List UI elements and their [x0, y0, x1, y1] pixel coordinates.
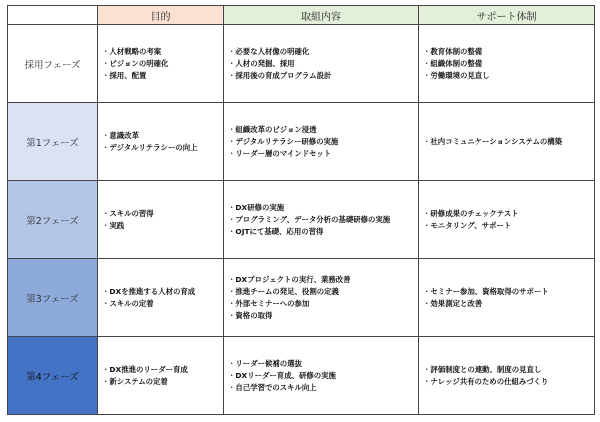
list-item: ・ 必要な人材像の明確化: [228, 46, 418, 58]
list-item: ・ 効果測定と改善: [423, 298, 594, 310]
action-list: [228, 274, 418, 322]
goal-cell: [98, 25, 224, 103]
list-item: ・ プログラミング、データ分析の基礎研修の実施: [228, 214, 418, 226]
action-list: [228, 358, 418, 394]
dx-roadmap-table: [7, 5, 595, 415]
list-item: ・ 社内コミュニケーションシステムの構築: [423, 136, 594, 148]
list-item: ・ 推進チームの発足、役割の定義: [228, 286, 418, 298]
table-row: [8, 337, 595, 415]
list-item: ・ セミナー参加、資格取得のサポート: [423, 286, 594, 298]
goal-cell: [98, 259, 224, 337]
list-item: ・ DX研修の実施: [228, 202, 418, 214]
action-cell: [224, 25, 419, 103]
goal-list: [102, 130, 223, 154]
list-item: ・ DXリーダー育成、研修の実施: [228, 370, 418, 382]
header-support: サポート体制: [419, 6, 595, 25]
list-item: ・ 労働環境の見直し: [423, 70, 594, 82]
list-item: ・ ビジョンの明確化: [102, 58, 223, 70]
phase-name: 第3フェーズ: [8, 259, 98, 337]
list-item: ・ 人材の発掘、採用: [228, 58, 418, 70]
list-item: ・ 評価制度との連動、制度の見直し: [423, 364, 594, 376]
list-item: ・ 自己学習でのスキル向上: [228, 382, 418, 394]
phase-name: 第4フェーズ: [8, 337, 98, 415]
support-cell: [419, 337, 595, 415]
action-cell: [224, 337, 419, 415]
list-item: ・ リーダー層のマインドセット: [228, 148, 418, 160]
support-list: [423, 286, 594, 310]
support-cell: [419, 103, 595, 181]
dx-roadmap-table-wrapper: [7, 5, 594, 415]
goal-cell: [98, 337, 224, 415]
phase-name: 第1フェーズ: [8, 103, 98, 181]
header-goal: 目的: [98, 6, 224, 25]
action-cell: [224, 103, 419, 181]
table-row: [8, 181, 595, 259]
support-list: [423, 136, 594, 148]
list-item: ・ DXプロジェクトの実行、業務改善: [228, 274, 418, 286]
list-item: ・ 外部セミナーへの参加: [228, 298, 418, 310]
action-list: [228, 202, 418, 238]
table-row: [8, 25, 595, 103]
list-item: ・ 新システムの定着: [102, 376, 223, 388]
list-item: ・ 採用、配置: [102, 70, 223, 82]
list-item: ・ 実践: [102, 220, 223, 232]
list-item: ・ 採用後の育成プログラム設計: [228, 70, 418, 82]
phase-name: 採用フェーズ: [8, 25, 98, 103]
list-item: ・ スキルの定着: [102, 298, 223, 310]
table-row: [8, 259, 595, 337]
goal-cell: [98, 181, 224, 259]
header-action: 取組内容: [224, 6, 419, 25]
support-cell: [419, 25, 595, 103]
support-list: [423, 46, 594, 82]
phase-name: 第2フェーズ: [8, 181, 98, 259]
list-item: ・ 組織体制の整備: [423, 58, 594, 70]
list-item: ・ デジタルリテラシーの向上: [102, 142, 223, 154]
action-cell: [224, 181, 419, 259]
list-item: ・ 資格の取得: [228, 310, 418, 322]
support-list: [423, 208, 594, 232]
list-item: ・ ナレッジ共有のための仕組みづくり: [423, 376, 594, 388]
action-list: [228, 124, 418, 160]
list-item: ・ 研修成果のチェックテスト: [423, 208, 594, 220]
goal-list: [102, 208, 223, 232]
table-row: [8, 103, 595, 181]
goal-list: [102, 364, 223, 388]
list-item: ・ リーダー候補の選抜: [228, 358, 418, 370]
table-body: [8, 25, 595, 415]
list-item: ・ DX推進のリーダー育成: [102, 364, 223, 376]
list-item: ・ 教育体制の整備: [423, 46, 594, 58]
action-cell: [224, 259, 419, 337]
header-row: [8, 6, 595, 25]
support-cell: [419, 181, 595, 259]
goal-cell: [98, 103, 224, 181]
list-item: ・ スキルの習得: [102, 208, 223, 220]
list-item: ・ 人材戦略の考案: [102, 46, 223, 58]
support-list: [423, 364, 594, 388]
goal-list: [102, 286, 223, 310]
list-item: ・ モニタリング、サポート: [423, 220, 594, 232]
list-item: ・ デジタルリテラシー研修の実施: [228, 136, 418, 148]
list-item: ・ 意識改革: [102, 130, 223, 142]
goal-list: [102, 46, 223, 82]
list-item: ・ OJTにて基礎、応用の習得: [228, 226, 418, 238]
header-blank: [8, 6, 98, 25]
list-item: ・ DXを推進する人材の育成: [102, 286, 223, 298]
support-cell: [419, 259, 595, 337]
list-item: ・ 組織改革のビジョン浸透: [228, 124, 418, 136]
action-list: [228, 46, 418, 82]
